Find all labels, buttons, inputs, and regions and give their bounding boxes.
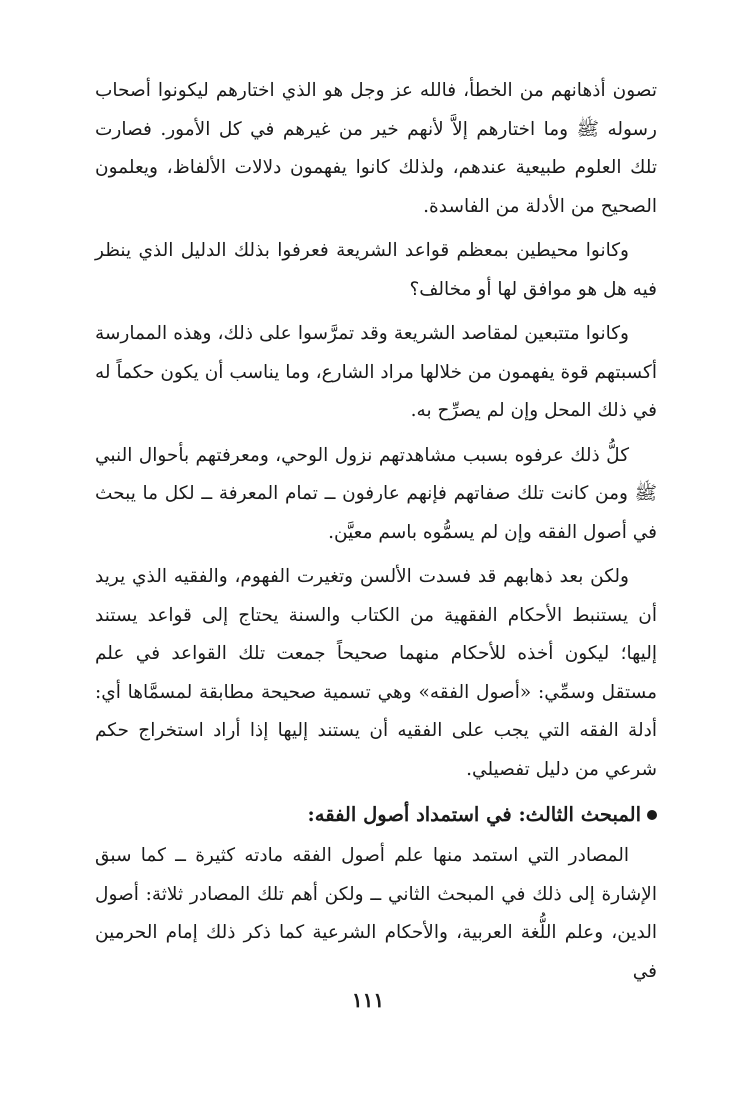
paragraph-4: كلُّ ذلك عرفوه بسبب مشاهدتهم نزول الوحي، ومعرفتهم بأحوال النبي ﷺ ومن كانت تلك صفاتهم فإنهم عارفون ــ تمام المعرفة ــ لكل ما يبحث في أصول الفقه وإن لم يسمُّوه باسم معيَّن. <box>95 444 657 543</box>
page-body <box>95 72 657 997</box>
paragraph-1: تصون أذهانهم من الخطأ، فالله عز وجل هو الذي اختارهم ليكونوا أصحاب رسوله ﷺ وما اختارهم إلاَّ لأنهم خير من غيرهم في كل الأمور. فصارت تلك العلوم طبيعية عندهم، ولذلك كانوا يفهمون دلالات الألفاظ، ويعلمون الصحيح من الأدلة من الفاسدة. <box>95 80 657 217</box>
paragraph-final: المصادر التي استمد منها علم أصول الفقه مادته كثيرة ــ كما سبق الإشارة إلى ذلك في المبحث الثاني ــ ولكن أهم تلك المصادر ثلاثة: أصول الدين، وعلم اللُّغة العربية، والأحكام الشرعية كما ذكر ذلك إمام الحرمين في <box>95 845 657 982</box>
paragraph-5: ولكن بعد ذهابهم قد فسدت الألسن وتغيرت الفهوم، والفقيه الذي يريد أن يستنبط الأحكام الفقهية من الكتاب والسنة يحتاج إلى قواعد يستند إليها؛ ليكون أخذه للأحكام منهما صحيحاً جمعت تلك القواعد في علم مستقل وسمِّي: «أصول الفقه» وهي تسمية صحيحة مطابقة لمسمَّاها أي: أدلة الفقه التي يجب على الفقيه أن يستند إليها إذا أراد استخراج حكم شرعي من دليل تفصيلي. <box>95 566 657 780</box>
bullet-icon <box>647 810 657 820</box>
paragraph-2: وكانوا محيطين بمعظم قواعد الشريعة فعرفوا بذلك الدليل الذي ينظر فيه هل هو موافق لها أو مخالف؟ <box>95 240 657 300</box>
paragraph-3: وكانوا متتبعين لمقاصد الشريعة وقد تمرَّسوا على ذلك، وهذه الممارسة أكسبتهم قوة يفهمون من خلالها مراد الشارع، وما يناسب أن يكون حكماً له في ذلك المحل وإن لم يصرِّح به. <box>95 323 657 421</box>
section-heading-row <box>95 795 657 835</box>
section-heading: المبحث الثالث: في استمداد أصول الفقه: <box>307 803 641 826</box>
page-number: ١١١ <box>351 988 385 1012</box>
